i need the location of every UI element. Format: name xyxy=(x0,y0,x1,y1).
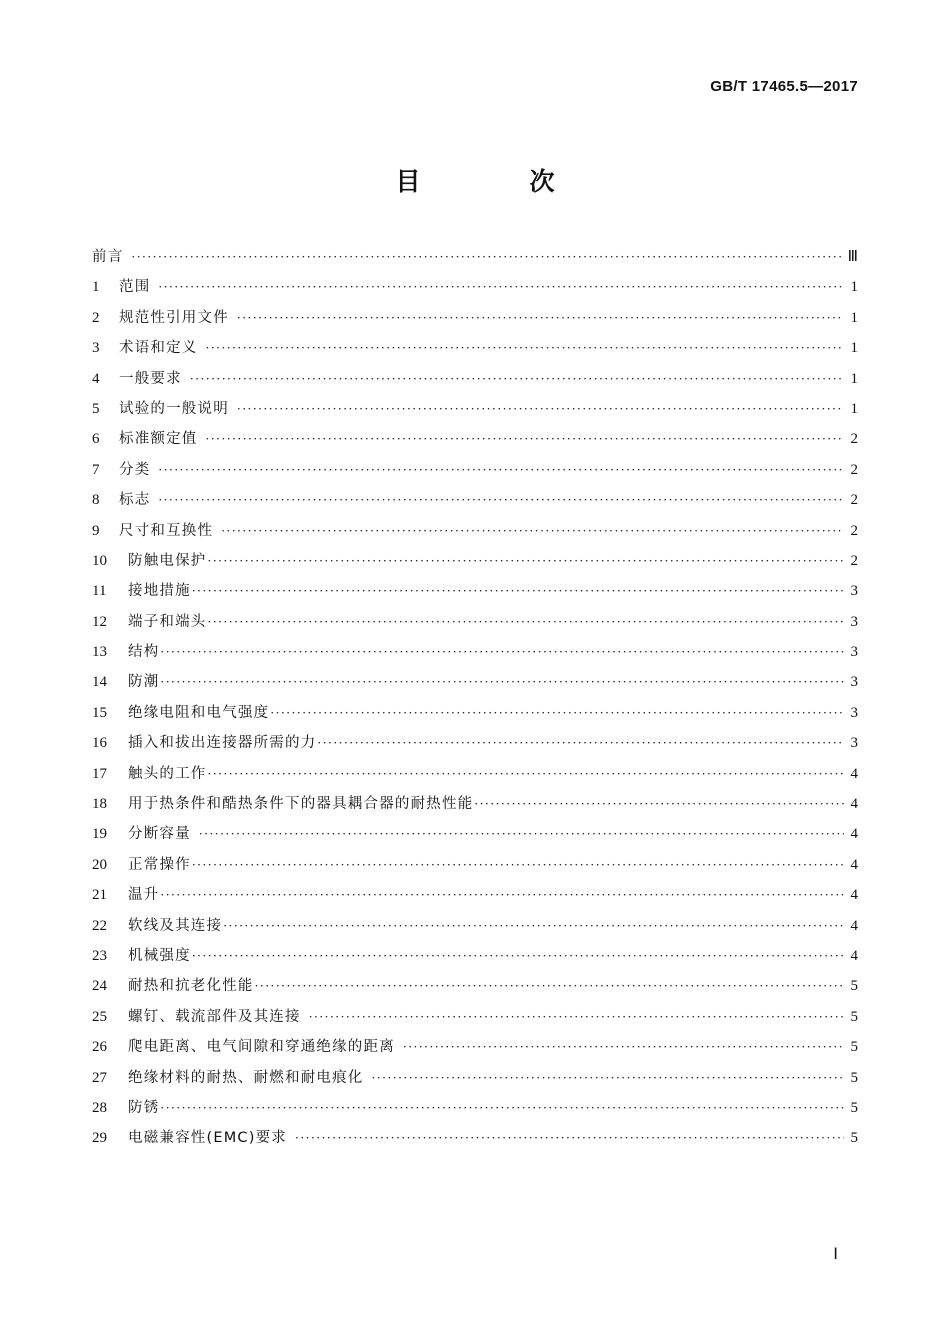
toc-entry-number: 16 xyxy=(92,735,107,752)
toc-entry-label: 螺钉、载流部件及其连接 xyxy=(128,1008,301,1025)
toc-entry-page: Ⅲ xyxy=(847,249,858,265)
toc-entry-page: 2 xyxy=(850,552,858,569)
toc-entry-number: 19 xyxy=(92,826,107,843)
toc-entry-label: 防潮 xyxy=(128,674,160,691)
toc-entry-label: 正常操作 xyxy=(128,856,191,873)
toc-entry[interactable] xyxy=(92,516,858,546)
toc-entry-label: 电磁兼容性(EMC)要求 xyxy=(128,1130,288,1147)
dot-leader xyxy=(206,424,845,454)
toc-entry-label: 耐热和抗老化性能 xyxy=(128,978,254,995)
toc-entry[interactable] xyxy=(92,1032,858,1062)
dot-leader xyxy=(160,880,844,910)
dot-leader xyxy=(237,394,844,424)
toc-entry-number: 6 xyxy=(92,431,100,448)
dot-leader xyxy=(190,364,844,394)
toc-entry-page: 3 xyxy=(850,674,858,691)
toc-entry-number: 10 xyxy=(92,552,107,569)
toc-entry[interactable] xyxy=(92,667,858,697)
dot-leader xyxy=(160,1093,844,1123)
toc-entry-page: 3 xyxy=(850,704,858,721)
toc-entry-number: 11 xyxy=(92,583,107,600)
toc-entry-page: 5 xyxy=(850,1008,858,1025)
toc-entry[interactable] xyxy=(92,607,858,637)
toc-entry-number: 1 xyxy=(92,279,100,296)
toc-entry[interactable] xyxy=(92,789,858,819)
toc-entry-number: 13 xyxy=(92,644,107,661)
toc-entry-page: 3 xyxy=(850,735,858,752)
dot-leader xyxy=(208,759,845,789)
toc-entry-number: 27 xyxy=(92,1069,107,1086)
page-title: 目 次 xyxy=(395,167,597,196)
toc-entry-label: 术语和定义 xyxy=(119,340,198,357)
toc-entry-page: 1 xyxy=(850,370,858,387)
dot-leader xyxy=(309,1002,844,1032)
toc-entry-page: 2 xyxy=(850,492,858,509)
toc-entry[interactable] xyxy=(92,333,858,363)
toc-entry[interactable] xyxy=(92,364,858,394)
toc-entry-number: 25 xyxy=(92,1008,107,1025)
toc-entry-label: 规范性引用文件 xyxy=(119,309,229,326)
toc-entry-page: 5 xyxy=(850,1039,858,1056)
toc-entry-label: 接地措施 xyxy=(128,583,191,600)
dot-leader xyxy=(158,272,844,302)
toc-entry-number: 12 xyxy=(92,613,107,630)
dot-leader xyxy=(131,242,843,272)
toc-entry-number: 21 xyxy=(92,887,107,904)
toc-entry-number: 26 xyxy=(92,1039,107,1056)
toc-entry-label: 软线及其连接 xyxy=(128,917,223,934)
dot-leader xyxy=(160,637,844,667)
toc-entry[interactable] xyxy=(92,303,858,333)
toc-entry-label: 结构 xyxy=(128,644,160,661)
toc-entry-number: 2 xyxy=(92,309,100,326)
toc-entry-label: 机械强度 xyxy=(128,947,191,964)
toc-entry-label: 触头的工作 xyxy=(128,765,207,782)
dot-leader xyxy=(208,607,845,637)
dot-leader xyxy=(158,455,844,485)
toc-entry-page: 5 xyxy=(850,1099,858,1116)
toc-entry-number: 24 xyxy=(92,978,107,995)
dot-leader xyxy=(237,303,844,333)
toc-entry-number: 22 xyxy=(92,917,107,934)
toc-entry-page: 3 xyxy=(850,644,858,661)
dot-leader xyxy=(199,819,844,849)
toc-entry-label: 一般要求 xyxy=(119,370,182,387)
toc-entry-label: 防锈 xyxy=(128,1099,160,1116)
dot-leader xyxy=(270,698,844,728)
toc-entry[interactable] xyxy=(92,637,858,667)
toc-entry[interactable] xyxy=(92,698,858,728)
toc-entry[interactable] xyxy=(92,1063,858,1093)
toc-entry[interactable] xyxy=(92,911,858,941)
toc-entry-label: 防触电保护 xyxy=(128,552,207,569)
toc-entry-page: 2 xyxy=(850,522,858,539)
toc-entry-page: 5 xyxy=(850,1069,858,1086)
toc-entry-label: 分断容量 xyxy=(128,826,191,843)
toc-entry-page: 4 xyxy=(850,796,858,813)
page-number: Ⅰ xyxy=(833,1246,838,1263)
toc-entry-page: 1 xyxy=(850,400,858,417)
toc-entry[interactable] xyxy=(92,1123,858,1153)
dot-leader xyxy=(474,789,844,819)
toc-entry-page: 1 xyxy=(850,340,858,357)
table-of-contents xyxy=(92,242,858,1154)
toc-entry-page: 4 xyxy=(850,917,858,934)
toc-entry-number: 15 xyxy=(92,704,107,721)
toc-entry[interactable] xyxy=(92,1093,858,1123)
toc-entry-label: 试验的一般说明 xyxy=(119,400,229,417)
toc-entry-number: 9 xyxy=(92,522,100,539)
toc-entry[interactable] xyxy=(92,455,858,485)
toc-entry-page: 5 xyxy=(850,978,858,995)
toc-entry-label: 尺寸和互换性 xyxy=(119,522,214,539)
toc-entry-number: 8 xyxy=(92,492,100,509)
toc-entry-page: 4 xyxy=(850,947,858,964)
toc-entry[interactable] xyxy=(92,394,858,424)
dot-leader xyxy=(160,667,844,697)
dot-leader xyxy=(403,1032,844,1062)
toc-entry-number: 29 xyxy=(92,1130,107,1147)
toc-entry-label: 插入和拔出连接器所需的力 xyxy=(128,735,317,752)
toc-entry-number: 3 xyxy=(92,340,100,357)
toc-entry[interactable] xyxy=(92,576,858,606)
toc-entry-page: 5 xyxy=(850,1130,858,1147)
toc-entry[interactable] xyxy=(92,971,858,1001)
toc-entry[interactable] xyxy=(92,546,858,576)
toc-entry-number: 17 xyxy=(92,765,107,782)
dot-leader xyxy=(317,728,844,758)
toc-entry-label: 温升 xyxy=(128,887,160,904)
toc-entry[interactable] xyxy=(92,728,858,758)
toc-entry-number: 7 xyxy=(92,461,100,478)
toc-entry-number: 28 xyxy=(92,1099,107,1116)
toc-entry-page: 3 xyxy=(850,583,858,600)
dot-leader xyxy=(223,911,844,941)
toc-entry[interactable] xyxy=(92,880,858,910)
toc-entry[interactable] xyxy=(92,759,858,789)
toc-entry-number: 20 xyxy=(92,856,107,873)
standard-code: GB/T 17465.5—2017 xyxy=(710,78,858,95)
toc-entry[interactable] xyxy=(92,242,858,272)
dot-leader xyxy=(158,485,844,515)
dot-leader xyxy=(192,850,844,880)
toc-entry[interactable] xyxy=(92,1002,858,1032)
dot-leader xyxy=(208,546,845,576)
toc-entry-label: 绝缘材料的耐热、耐燃和耐电痕化 xyxy=(128,1069,364,1086)
dot-leader xyxy=(206,333,845,363)
toc-entry-label: 标准额定值 xyxy=(119,431,198,448)
toc-entry-label: 标志 xyxy=(119,492,151,509)
toc-entry-page: 1 xyxy=(850,279,858,296)
toc-entry-label: 绝缘电阻和电气强度 xyxy=(128,704,270,721)
toc-entry-label: 用于热条件和酷热条件下的器具耦合器的耐热性能 xyxy=(128,796,474,813)
dot-leader xyxy=(372,1063,845,1093)
dot-leader xyxy=(221,516,844,546)
toc-entry-page: 4 xyxy=(850,887,858,904)
toc-entry-number: 23 xyxy=(92,947,107,964)
toc-entry[interactable] xyxy=(92,819,858,849)
toc-entry-page: 4 xyxy=(850,856,858,873)
toc-entry-page: 4 xyxy=(850,765,858,782)
toc-entry-label: 前言 xyxy=(92,249,124,265)
toc-entry-page: 4 xyxy=(850,826,858,843)
dot-leader xyxy=(255,971,844,1001)
toc-entry[interactable] xyxy=(92,941,858,971)
toc-entry[interactable] xyxy=(92,850,858,880)
dot-leader xyxy=(192,576,844,606)
toc-entry-number: 18 xyxy=(92,796,107,813)
toc-entry-number: 5 xyxy=(92,400,100,417)
toc-entry-page: 2 xyxy=(850,431,858,448)
toc-entry[interactable] xyxy=(92,485,858,515)
toc-entry[interactable] xyxy=(92,272,858,302)
toc-entry-number: 4 xyxy=(92,370,100,387)
toc-entry-label: 爬电距离、电气间隙和穿通绝缘的距离 xyxy=(128,1039,395,1056)
toc-entry-page: 2 xyxy=(850,461,858,478)
dot-leader xyxy=(192,941,844,971)
dot-leader xyxy=(295,1123,844,1153)
toc-entry-page: 3 xyxy=(850,613,858,630)
toc-entry-number: 14 xyxy=(92,674,107,691)
toc-entry-label: 端子和端头 xyxy=(128,613,207,630)
toc-entry-page: 1 xyxy=(850,309,858,326)
toc-entry-label: 范围 xyxy=(119,279,151,296)
toc-entry-label: 分类 xyxy=(119,461,151,478)
toc-entry[interactable] xyxy=(92,424,858,454)
